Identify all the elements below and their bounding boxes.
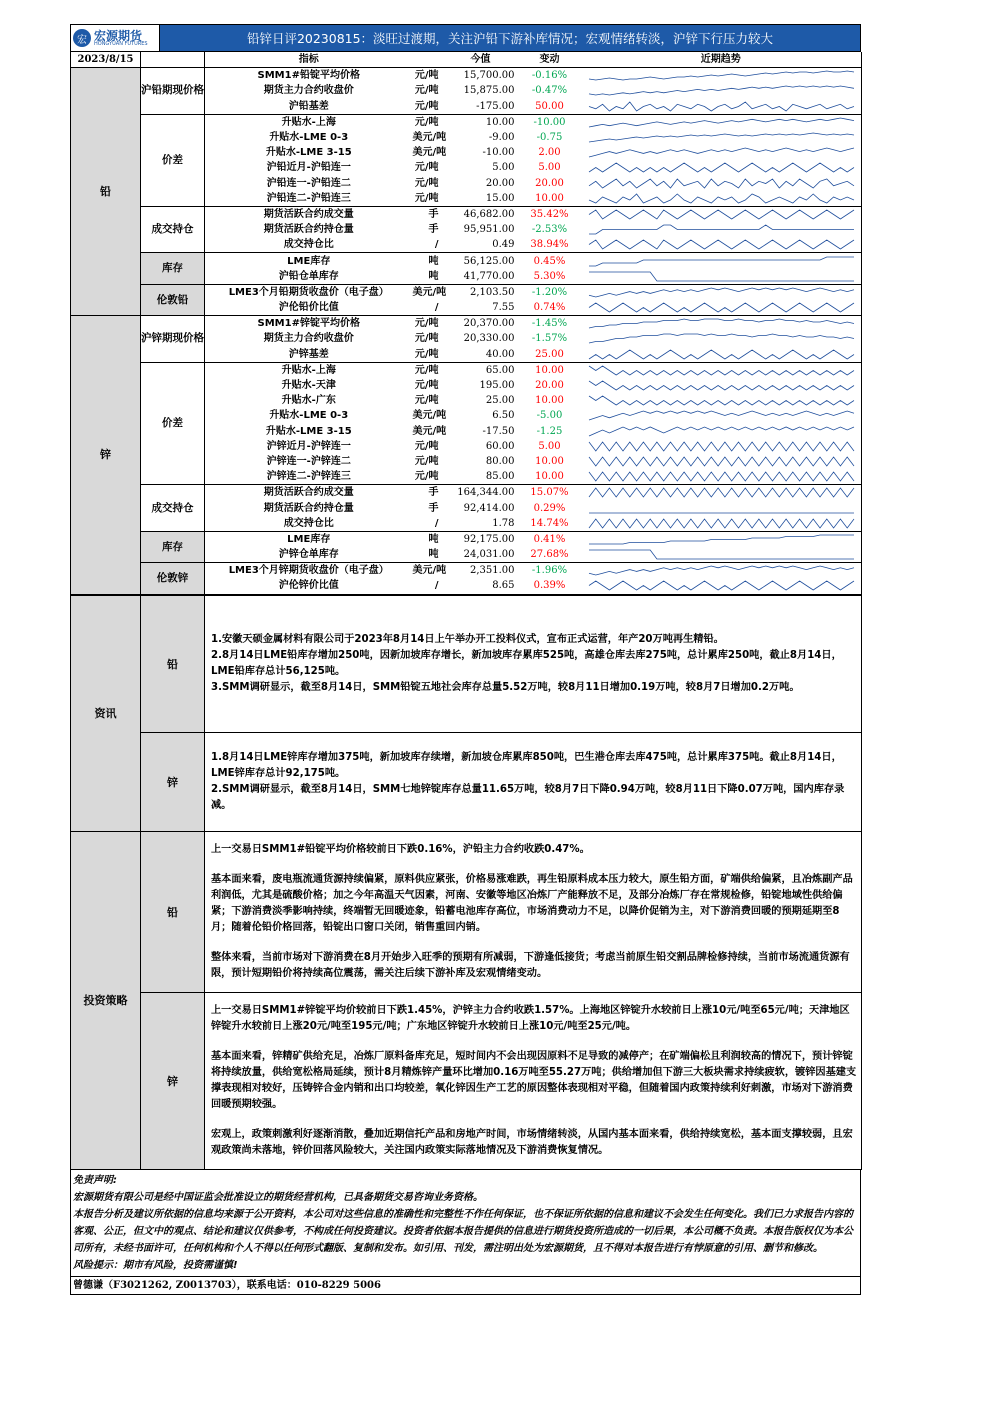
trend-sparkline bbox=[581, 347, 862, 363]
indicator-row bbox=[71, 114, 862, 130]
indicator-table bbox=[70, 52, 862, 595]
indicator-value: 20.00 bbox=[485, 177, 515, 189]
news-zinc-label: 锌 bbox=[141, 732, 205, 831]
indicator-name: 期货活跃合约成交量 bbox=[263, 487, 354, 499]
indicator-unit: / bbox=[413, 578, 443, 594]
report-title: 铅锌日评20230815：淡旺过渡期，关注沪铅下游补库情况；宏观情绪转淡，沪锌下行压力较大 bbox=[160, 25, 860, 51]
sparkline-series bbox=[589, 442, 854, 451]
indicator-unit: 元/吨 bbox=[414, 333, 439, 345]
indicator-change: 27.68% bbox=[519, 547, 581, 563]
news-lead-item: 3.SMM调研显示，截至8月14日，SMM铅锭五地社会库存总量5.52万吨，较8月11日增加0.19万吨，较8月7日增加0.2万吨。 bbox=[211, 681, 800, 693]
trend-sparkline bbox=[581, 578, 862, 594]
news-lead-body bbox=[205, 595, 862, 732]
sparkline-series bbox=[589, 272, 854, 281]
strategy-lead-label: 铅 bbox=[141, 831, 205, 992]
group-label: 成交持仓 bbox=[141, 485, 205, 532]
disclaimer-line: 宏源期货有限公司是经中国证监会批准设立的期货经营机构，已具备期货交易咨询业务资格。 bbox=[73, 1191, 483, 1203]
indicator-value: 2,351.00 bbox=[469, 565, 515, 577]
indicator-name: 沪锌基差 bbox=[205, 347, 413, 363]
indicator-value: 95,951.00 bbox=[463, 224, 515, 236]
trend-sparkline bbox=[581, 531, 862, 547]
logo-cn: 宏源期货 bbox=[94, 28, 143, 43]
trend-sparkline bbox=[581, 393, 862, 408]
indicator-unit: 美元/吨 bbox=[412, 425, 447, 437]
indicator-change: 20.00 bbox=[535, 177, 564, 189]
indicator-row bbox=[71, 563, 862, 579]
indicator-name: 期货活跃合约持仓量 bbox=[263, 224, 354, 236]
indicator-name: 沪锌仓单库存 bbox=[205, 547, 413, 563]
sparkline-series bbox=[589, 118, 854, 127]
indicator-value: 7.55 bbox=[443, 300, 519, 316]
trend-sparkline bbox=[581, 237, 862, 253]
indicator-unit: 美元/吨 bbox=[412, 565, 447, 577]
indicator-change: -1.25 bbox=[536, 425, 563, 437]
strategy-zinc-para: 上一交易日SMM1#锌锭平均价较前日下跌1.45%，沪锌主力合约收跌1.57%。上海地区锌锭升水较前日上涨10元/吨至65元/吨；天津地区锌锭升水较前日上涨20元/吨至195元/吨；广东地区锌锭升水较前日上涨10元/吨至25元/吨。 bbox=[211, 1004, 850, 1032]
indicator-row bbox=[71, 485, 862, 501]
sparkline-series bbox=[589, 396, 854, 405]
indicator-change: -0.16% bbox=[531, 70, 568, 82]
indicator-value: 8.65 bbox=[443, 578, 519, 594]
indicator-name: 沪铅仓单库存 bbox=[205, 269, 413, 285]
sparkline-series bbox=[589, 472, 854, 481]
indicator-value: 1.78 bbox=[443, 516, 519, 532]
indicator-value: 25.00 bbox=[485, 395, 515, 407]
indicator-name: LME3个月铅期货收盘价（电子盘） bbox=[228, 286, 389, 298]
column-header-row bbox=[71, 52, 862, 68]
sparkline-series bbox=[589, 288, 854, 297]
indicator-row bbox=[71, 316, 862, 332]
indicator-name: 升贴水-LME 0-3 bbox=[269, 132, 349, 144]
trend-sparkline bbox=[581, 83, 862, 98]
indicator-value: 60.00 bbox=[485, 440, 515, 452]
indicator-value: -175.00 bbox=[443, 99, 519, 115]
strategy-lead-para: 上一交易日SMM1#铅锭平均价格较前日下跌0.16%，沪铅主力合约收跌0.47%。 bbox=[211, 843, 590, 855]
indicator-value: 15,875.00 bbox=[463, 85, 515, 97]
indicator-row bbox=[71, 284, 862, 300]
indicator-change: -1.96% bbox=[531, 565, 568, 577]
news-lead-item: 2.8月14日LME铅库存增加250吨，因新加坡库存增长，新加坡库存累库525吨，高雄仓库去库275吨，总计累库250吨，截止8月14日，LME铅库存总计56,125吨。 bbox=[211, 649, 842, 677]
indicator-value: 85.00 bbox=[443, 469, 519, 485]
trend-sparkline bbox=[581, 331, 862, 346]
indicator-value: 40.00 bbox=[443, 347, 519, 363]
disclaimer-title: 免责声明: bbox=[73, 1174, 117, 1186]
indicator-name: 沪铅近月-沪铅连一 bbox=[266, 162, 351, 174]
indicator-unit: 吨 bbox=[413, 547, 443, 563]
indicator-value: 65.00 bbox=[485, 364, 515, 376]
indicator-unit: 元/吨 bbox=[414, 70, 439, 82]
indicator-change: 25.00 bbox=[519, 347, 581, 363]
indicator-name: 沪锌近月-沪锌连一 bbox=[266, 440, 351, 452]
indicator-change: 15.07% bbox=[530, 487, 569, 499]
indicator-row bbox=[71, 206, 862, 222]
group-label: 库存 bbox=[141, 531, 205, 562]
sparkline-series bbox=[589, 334, 854, 343]
indicator-change: 0.39% bbox=[519, 578, 581, 594]
logo-mark-icon: 宏 bbox=[73, 29, 91, 47]
indicator-unit: 手 bbox=[428, 224, 439, 236]
indicator-value: 5.00 bbox=[492, 162, 515, 174]
indicator-value: 20,330.00 bbox=[463, 333, 515, 345]
indicator-name: 升贴水-LME 0-3 bbox=[269, 410, 349, 422]
group-label: 价差 bbox=[141, 362, 205, 485]
sparkline-series bbox=[589, 350, 854, 359]
sparkline-series bbox=[589, 194, 854, 203]
indicator-change: 10.00 bbox=[535, 455, 564, 467]
indicator-unit: 元/吨 bbox=[413, 469, 443, 485]
indicator-change: 14.74% bbox=[519, 516, 581, 532]
trend-sparkline bbox=[581, 160, 862, 175]
group-label: 库存 bbox=[141, 253, 205, 284]
trend-sparkline bbox=[581, 469, 862, 485]
indicator-value: -9.00 bbox=[488, 132, 515, 144]
indicator-name: SMM1#铅锭平均价格 bbox=[257, 70, 360, 82]
sparkline-series bbox=[589, 550, 854, 559]
indicator-unit: 元/吨 bbox=[414, 364, 439, 376]
sparkline-series bbox=[589, 179, 854, 188]
indicator-unit: 元/吨 bbox=[414, 395, 439, 407]
trend-sparkline bbox=[581, 68, 862, 84]
sparkline-series bbox=[589, 427, 854, 436]
indicator-name: 期货主力合约收盘价 bbox=[263, 85, 354, 97]
sparkline-series bbox=[589, 411, 854, 420]
news-lead-item: 1.安徽天硕金属材料有限公司于2023年8月14日上午举办开工投料仪式，宣布正式运营，年产20万吨再生精铅。 bbox=[211, 633, 724, 645]
indicator-value: 2,103.50 bbox=[469, 286, 515, 298]
trend-sparkline bbox=[581, 269, 862, 285]
indicator-row bbox=[71, 68, 862, 84]
trend-sparkline bbox=[581, 114, 862, 130]
indicator-name: 升贴水-上海 bbox=[281, 364, 336, 376]
indicator-unit: 元/吨 bbox=[413, 191, 443, 207]
indicator-change: 38.94% bbox=[519, 237, 581, 253]
change-header: 变动 bbox=[519, 52, 581, 68]
strategy-lead-body bbox=[205, 831, 862, 992]
indicator-change: 50.00 bbox=[519, 99, 581, 115]
sparkline-series bbox=[589, 133, 854, 142]
indicator-value: 10.00 bbox=[485, 116, 515, 128]
date-header: 2023/8/15 bbox=[71, 52, 141, 68]
trend-sparkline bbox=[581, 145, 862, 160]
indicator-unit: 元/吨 bbox=[414, 455, 439, 467]
indicator-unit: 吨 bbox=[413, 269, 443, 285]
indicator-value: 6.50 bbox=[492, 410, 515, 422]
indicator-name: 期货主力合约收盘价 bbox=[263, 333, 354, 345]
trend-sparkline bbox=[581, 378, 862, 393]
trend-sparkline bbox=[581, 99, 862, 115]
indicator-name: 成交持仓比 bbox=[205, 516, 413, 532]
sparkline-series bbox=[589, 581, 854, 590]
trend-sparkline bbox=[581, 130, 862, 145]
sparkline-series bbox=[589, 488, 854, 497]
indicator-value: 15,700.00 bbox=[463, 70, 515, 82]
indicator-unit: 美元/吨 bbox=[412, 410, 447, 422]
indicator-name: LME库存 bbox=[287, 533, 331, 545]
indicator-value: 164,344.00 bbox=[457, 487, 515, 499]
indicator-unit: 吨 bbox=[428, 533, 439, 545]
indicator-value: 92,414.00 bbox=[463, 502, 515, 514]
indicator-name: LME库存 bbox=[287, 255, 331, 267]
sparkline-series bbox=[589, 225, 854, 234]
company-logo bbox=[71, 25, 160, 51]
indicator-change: 10.00 bbox=[519, 191, 581, 207]
trend-sparkline bbox=[581, 191, 862, 207]
indicator-change: -1.45% bbox=[531, 318, 568, 330]
indicator-name: 升贴水-LME 3-15 bbox=[265, 425, 352, 437]
indicator-unit: 手 bbox=[428, 502, 439, 514]
indicator-change: 5.30% bbox=[519, 269, 581, 285]
indicator-change: -1.57% bbox=[531, 333, 568, 345]
indicator-value: 195.00 bbox=[479, 380, 515, 392]
indicator-name: 升贴水-LME 3-15 bbox=[265, 147, 352, 159]
disclaimer bbox=[70, 1170, 861, 1277]
trend-sparkline bbox=[581, 408, 862, 423]
trend-sparkline bbox=[581, 206, 862, 222]
sparkline-series bbox=[589, 366, 854, 375]
indicator-value: -17.50 bbox=[482, 425, 515, 437]
indicator-unit: 美元/吨 bbox=[412, 286, 447, 298]
trend-sparkline bbox=[581, 454, 862, 469]
sparkline-series bbox=[589, 86, 854, 95]
indicator-unit: 元/吨 bbox=[414, 177, 439, 189]
indicator-change: -1.20% bbox=[531, 286, 568, 298]
trend-sparkline bbox=[581, 516, 862, 532]
indicator-unit: 元/吨 bbox=[414, 440, 439, 452]
indicator-name: 成交持仓比 bbox=[205, 237, 413, 253]
indicator-change: 0.74% bbox=[519, 300, 581, 316]
sparkline-series bbox=[589, 319, 854, 328]
news-zinc-item: 2.SMM调研显示，截至8月14日，SMM七地锌锭库存总量11.65万吨，较8月7日下降0.94万吨，较8月11日下降0.07万吨，国内库存录减。 bbox=[211, 783, 845, 811]
indicator-change: 35.42% bbox=[530, 208, 569, 220]
indicator-value: -10.00 bbox=[482, 147, 515, 159]
indicator-value: 46,682.00 bbox=[463, 208, 515, 220]
indicator-change: -10.00 bbox=[533, 116, 566, 128]
group-label: 伦敦锌 bbox=[141, 563, 205, 594]
indicator-change: 0.29% bbox=[533, 502, 566, 514]
trend-sparkline bbox=[581, 222, 862, 237]
trend-sparkline bbox=[581, 176, 862, 191]
indicator-value: 56,125.00 bbox=[463, 255, 515, 267]
indicator-name: LME3个月锌期货收盘价（电子盘） bbox=[228, 565, 389, 577]
indicator-change: -2.53% bbox=[531, 224, 568, 236]
indicator-value: 24,031.00 bbox=[443, 547, 519, 563]
indicator-change: 10.00 bbox=[535, 395, 564, 407]
sparkline-series bbox=[589, 148, 854, 157]
indicator-unit: 手 bbox=[428, 208, 439, 220]
sparkline-series bbox=[589, 457, 854, 466]
news-table bbox=[70, 595, 862, 1170]
indicator-unit: / bbox=[413, 516, 443, 532]
indicator-change: -5.00 bbox=[536, 410, 563, 422]
indicator-name: SMM1#锌锭平均价格 bbox=[257, 318, 360, 330]
indicator-row bbox=[71, 253, 862, 269]
trend-sparkline bbox=[581, 424, 862, 439]
indicator-change: 5.00 bbox=[538, 440, 561, 452]
indicator-name: 沪铅连二-沪铅连三 bbox=[205, 191, 413, 207]
disclaimer-line: 风险提示：期市有风险，投资需谨慎! bbox=[73, 1259, 238, 1271]
logo-en: HONGYUAN FUTURES bbox=[94, 40, 148, 47]
trend-sparkline bbox=[581, 253, 862, 269]
indicator-change: 20.00 bbox=[535, 380, 564, 392]
indicator-name: 升贴水-天津 bbox=[281, 380, 336, 392]
indicator-row bbox=[71, 531, 862, 547]
indicator-unit: 元/吨 bbox=[414, 85, 439, 97]
group-label: 沪锌期现价格 bbox=[141, 316, 205, 363]
strategy-zinc-label: 锌 bbox=[141, 992, 205, 1169]
indicator-change: 0.45% bbox=[533, 255, 566, 267]
group-label: 价差 bbox=[141, 114, 205, 206]
indicator-unit: 元/吨 bbox=[414, 162, 439, 174]
section-label: 铅 bbox=[71, 68, 141, 316]
group-label: 成交持仓 bbox=[141, 206, 205, 253]
trend-sparkline bbox=[581, 284, 862, 300]
sparkline-series bbox=[589, 519, 854, 528]
sparkline-series bbox=[589, 240, 854, 249]
indicator-unit: 元/吨 bbox=[413, 99, 443, 115]
indicator-header: 指标 bbox=[205, 52, 413, 68]
news-section-label: 资讯 bbox=[71, 595, 141, 831]
indicator-unit: 美元/吨 bbox=[412, 132, 447, 144]
indicator-unit: 元/吨 bbox=[414, 318, 439, 330]
trend-sparkline bbox=[581, 547, 862, 563]
indicator-row bbox=[71, 362, 862, 378]
sparkline-series bbox=[589, 566, 854, 575]
strategy-lead-para: 整体来看，当前市场对下游消费在8月开始步入旺季的预期有所减弱，下游逢低接货；考虑当前原生铅交割品牌检修持续，当前市场流通货源有限，预计短期铅价将持续高位震荡，需关注后续下游补库及宏观情绪变动。 bbox=[211, 951, 850, 979]
strategy-zinc-para: 基本面来看，锌精矿供给充足，冶炼厂原料备库充足，短时间内不会出现因原料不足导致的减停产；在矿端偏松且利润较高的情况下，预计锌锭将持续放量，供给宽松格局延续，预计8月精炼锌产量环比增加0.16万吨至55.27万吨；供给增加但下游三大板块需求持续疲软，镀锌因基建支撑表现相对较好，压铸锌合金内销和出口均较差，氧化锌因生产工艺的原因整体表现相对平稳，但随着国内政策持续利好刺激，市场对下游消费回暖预期较强。 bbox=[211, 1050, 857, 1110]
strategy-zinc-body bbox=[205, 992, 862, 1169]
news-zinc-body bbox=[205, 732, 862, 831]
group-label: 沪铅期现价格 bbox=[141, 68, 205, 115]
sparkline-series bbox=[589, 102, 854, 111]
indicator-value: 80.00 bbox=[485, 455, 515, 467]
report-sheet bbox=[70, 24, 861, 1295]
indicator-name: 期货活跃合约持仓量 bbox=[263, 502, 354, 514]
indicator-unit: 手 bbox=[428, 487, 439, 499]
indicator-name: 沪伦锌价比值 bbox=[205, 578, 413, 594]
indicator-change: 10.00 bbox=[535, 364, 564, 376]
trend-sparkline bbox=[581, 316, 862, 332]
news-lead-label: 铅 bbox=[141, 595, 205, 732]
indicator-name: 沪铅连一-沪铅连二 bbox=[266, 177, 351, 189]
strategy-section-label: 投资策略 bbox=[71, 831, 141, 1169]
sparkline-series bbox=[589, 381, 854, 390]
indicator-name: 期货活跃合约成交量 bbox=[263, 208, 354, 220]
indicator-unit: 美元/吨 bbox=[412, 147, 447, 159]
trend-sparkline bbox=[581, 500, 862, 515]
indicator-change: -0.47% bbox=[531, 85, 568, 97]
indicator-unit: 元/吨 bbox=[413, 347, 443, 363]
trend-sparkline bbox=[581, 300, 862, 316]
disclaimer-line: 本报告分析及建议所依据的信息均来源于公开资料，本公司对这些信息的准确性和完整性不作任何保证，也不保证所依据的信息和建议不会发生任何变化。我们已力求报告内容的客观、公正，但文中的观点、结论和建议仅供参考，不构成任何投资建议。投资者依据本报告提供的信息进行期货投资所造成的一切后果，本公司概不负责。本报告版权仅为本公司所有，未经书面许可，任何机构和个人不得以任何形式翻版、复制和发布。如引用、刊发，需注明出处为宏源期货，且不得对本报告进行有悖原意的引用、删节和修改。 bbox=[73, 1208, 853, 1254]
value-header: 今值 bbox=[443, 52, 519, 68]
sparkline-series bbox=[589, 535, 854, 544]
trend-header: 近期趋势 bbox=[581, 52, 862, 68]
indicator-value: 15.00 bbox=[443, 191, 519, 207]
indicator-value: 20,370.00 bbox=[463, 318, 515, 330]
news-zinc-item: 1.8月14日LME锌库存增加375吨，新加坡库存续增，新加坡仓库累库850吨，巴生港仓库去库475吨，总计累库375吨。截止8月14日，LME锌库存总计92,175吨。 bbox=[211, 751, 842, 779]
indicator-change: 0.41% bbox=[533, 533, 566, 545]
section-label: 锌 bbox=[71, 316, 141, 594]
indicator-unit: / bbox=[413, 300, 443, 316]
indicator-unit: 吨 bbox=[428, 255, 439, 267]
indicator-name: 沪伦铅价比值 bbox=[205, 300, 413, 316]
indicator-change: 5.00 bbox=[538, 162, 561, 174]
group-label: 伦敦铅 bbox=[141, 284, 205, 315]
indicator-name: 升贴水-广东 bbox=[281, 395, 336, 407]
indicator-name: 沪锌连二-沪锌连三 bbox=[205, 469, 413, 485]
indicator-value: 41,770.00 bbox=[443, 269, 519, 285]
trend-sparkline bbox=[581, 485, 862, 501]
indicator-unit: 元/吨 bbox=[414, 380, 439, 392]
sparkline-series bbox=[589, 257, 854, 266]
trend-sparkline bbox=[581, 362, 862, 378]
indicator-unit: / bbox=[413, 237, 443, 253]
indicator-change: -0.75 bbox=[536, 132, 563, 144]
strategy-zinc-para: 宏观上，政策刺激利好逐渐消散，叠加近期信托产品和房地产时间，市场情绪转淡，从国内基本面来看，供给持续宽松，基本面支撑较弱，且宏观政策尚未落地，锌价回落风险较大，关注国内政策实际落地情况及下游消费恢复情况。 bbox=[211, 1128, 853, 1156]
indicator-unit: 元/吨 bbox=[414, 116, 439, 128]
sparkline-series bbox=[589, 71, 854, 80]
indicator-value: 0.49 bbox=[443, 237, 519, 253]
trend-sparkline bbox=[581, 439, 862, 454]
sparkline-series bbox=[589, 163, 854, 172]
indicator-name: 沪铅基差 bbox=[205, 99, 413, 115]
trend-sparkline bbox=[581, 563, 862, 579]
indicator-change: 2.00 bbox=[538, 147, 561, 159]
indicator-change: 10.00 bbox=[519, 469, 581, 485]
sparkline-series bbox=[589, 210, 854, 219]
author-footer: 曾德谦（F3021262, Z0013703），联系电话：010-8229 5006 bbox=[70, 1277, 861, 1295]
indicator-name: 升贴水-上海 bbox=[281, 116, 336, 128]
sparkline-series bbox=[589, 303, 854, 312]
indicator-value: 92,175.00 bbox=[463, 533, 515, 545]
strategy-lead-para: 基本面来看，废电瓶流通货源持续偏紧，原料供应紧张，价格易涨难跌，再生铅原料成本压力较大，原生铅方面，矿端供给偏紧，且冶炼副产品利润低，尤其是硫酸价格；加之今年高温天气因素，河南、安徽等地区冶炼厂产能释放不足，及部分冶炼厂存在常规检修，铅锭地域性供给偏紧；下游消费淡季影响持续，终端暂无回暖迹象，铅蓄电池库存高位，市场消费动力不足，以降价促销为主，对下游消费回暖的预期延期至8月；随着伦铅价格回落，铅锭出口窗口关闭，销售重回内销。 bbox=[211, 873, 853, 933]
report-header bbox=[70, 24, 861, 52]
indicator-name: 沪锌连一-沪锌连二 bbox=[266, 455, 351, 467]
